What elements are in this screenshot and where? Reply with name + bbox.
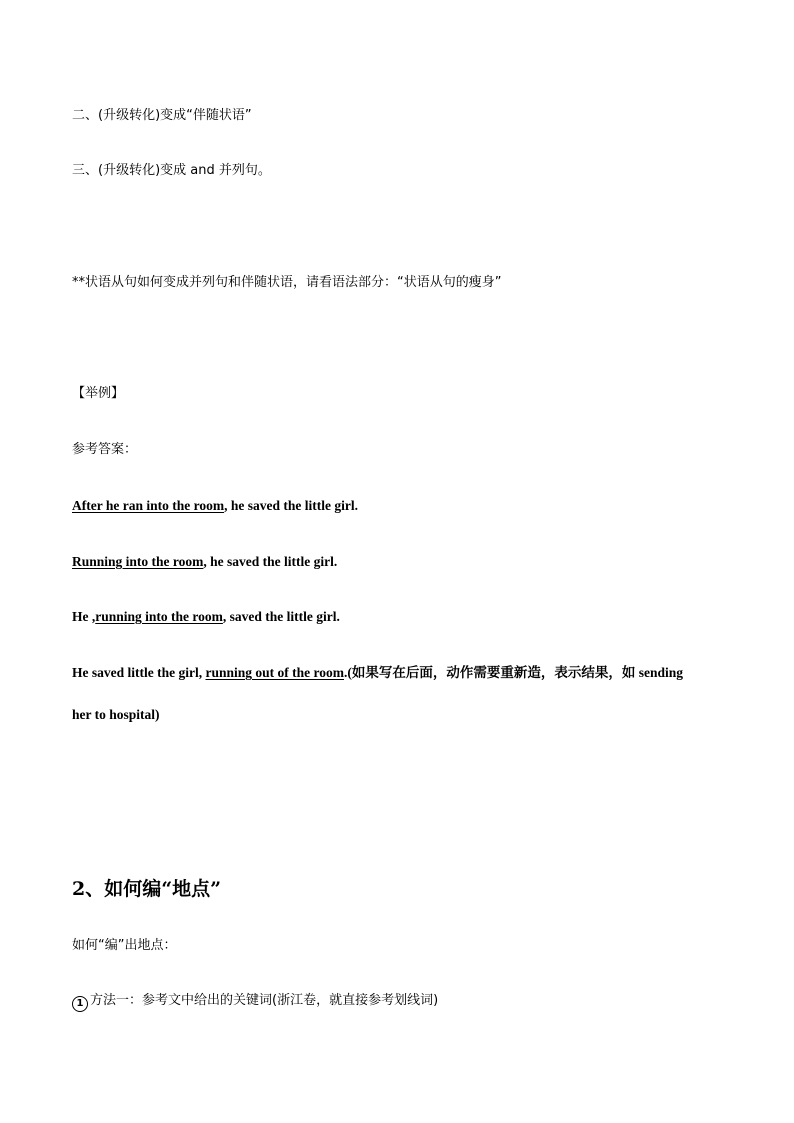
example-3-rest: , saved the little girl. (222, 609, 340, 624)
circled-number-1: 1 (72, 996, 88, 1012)
example-sentence-4-continued: her to hospital) (72, 707, 160, 722)
example-4-underlined: running out of the room (205, 665, 344, 680)
example-2-rest: , he saved the little girl. (203, 554, 338, 569)
method-one-text: 方法一：参考文中给出的关键词(浙江卷，就直接参考划线词) (90, 993, 439, 1008)
text-line-upgrade-accompanying: 二、(升级转化)变成“伴随状语” (72, 108, 252, 123)
text-line-location-intro: 如何“编”出地点： (72, 938, 177, 953)
example-3-underlined: running into the room (95, 609, 223, 624)
section-heading-location: 2、如何编“地点” (72, 878, 222, 900)
example-4-rest: .(如果写在后面，动作需要重新造，表示结果，如 sending (344, 665, 684, 680)
text-line-grammar-note: **状语从句如何变成并列句和伴随状语，请看语法部分：“状语从句的瘦身” (72, 275, 502, 290)
example-sentence-3 (72, 608, 340, 626)
example-2-underlined: Running into the room (72, 554, 204, 569)
example-1-rest: , he saved the little girl. (224, 498, 358, 513)
example-sentence-1 (72, 497, 358, 515)
text-line-answer-label: 参考答案： (72, 442, 138, 457)
example-3-prefix: He , (72, 609, 96, 624)
text-line-upgrade-compound: 三、(升级转化)变成 and 并列句。 (72, 163, 271, 178)
text-line-example-label: 【举例】 (72, 386, 125, 401)
example-1-underlined: After he ran into the room (72, 498, 225, 513)
example-sentence-2 (72, 553, 337, 571)
example-4-prefix: He saved little the girl, (72, 665, 206, 680)
text-line-method-one (72, 992, 438, 1012)
example-sentence-4 (72, 664, 683, 682)
